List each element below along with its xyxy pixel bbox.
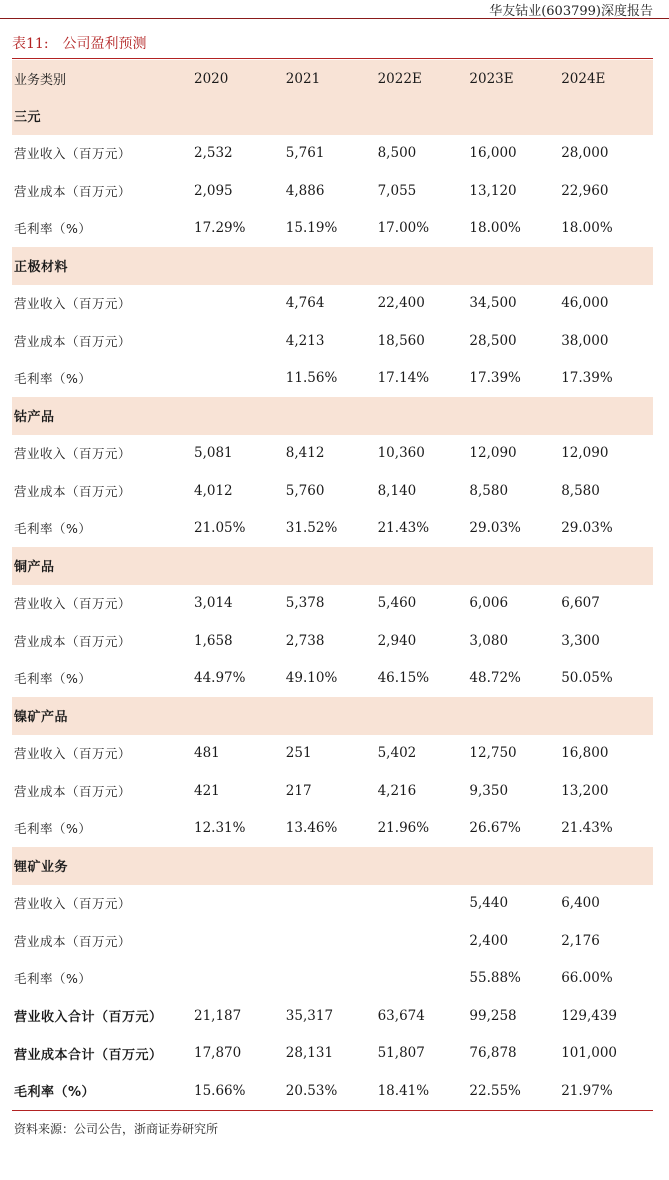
- empty-cell: [194, 397, 286, 435]
- table-row: [12, 585, 653, 623]
- empty-cell: [469, 247, 561, 285]
- value-cell: 5,081: [194, 445, 233, 462]
- value-cell: 17,870: [194, 1045, 242, 1062]
- empty-cell: [561, 247, 653, 285]
- value-cell: 2,532: [194, 145, 233, 162]
- table-row: [12, 960, 653, 998]
- header-divider: [0, 18, 669, 19]
- row-label: 营业收入合计（百万元）: [14, 1010, 163, 1026]
- value-cell: [194, 360, 286, 398]
- section-label: 正极材料: [12, 247, 194, 285]
- empty-cell: [561, 547, 653, 585]
- table-caption: [12, 33, 147, 53]
- value-cell: 11.56%: [285, 370, 338, 387]
- value-cell: 10,360: [377, 445, 425, 462]
- value-cell: 2,940: [377, 632, 417, 649]
- value-cell: 2,400: [469, 932, 509, 949]
- table-row: [12, 885, 653, 923]
- row-label: 营业成本合计（百万元）: [14, 1047, 163, 1063]
- value-cell: 4,886: [285, 182, 325, 199]
- section-label: 锂矿业务: [12, 847, 194, 885]
- value-cell: 21.43%: [561, 820, 613, 837]
- empty-cell: [378, 397, 470, 435]
- row-label: 营业成本（百万元）: [14, 633, 132, 649]
- table-body: [12, 97, 653, 1110]
- section-row: [12, 847, 653, 885]
- value-cell: 5,460: [377, 595, 417, 612]
- section-label: 三元: [12, 97, 194, 135]
- table-header-row: [12, 60, 653, 97]
- value-cell: 3,014: [194, 595, 233, 612]
- value-cell: 6,400: [561, 895, 600, 912]
- value-cell: 8,140: [377, 482, 417, 499]
- value-cell: [378, 885, 470, 923]
- row-label: 毛利率（%）: [14, 971, 92, 987]
- value-cell: 35,317: [285, 1007, 334, 1024]
- total-row: [12, 1072, 653, 1110]
- empty-cell: [561, 847, 653, 885]
- table-row: [12, 322, 653, 360]
- value-cell: 48.72%: [469, 670, 521, 687]
- table-row: [12, 435, 653, 473]
- value-cell: 2,095: [194, 182, 233, 199]
- table-bottom-divider: [12, 1110, 653, 1111]
- row-label: 营业收入（百万元）: [14, 746, 132, 762]
- value-cell: 17.14%: [377, 370, 430, 387]
- empty-cell: [378, 697, 470, 735]
- value-cell: 20.53%: [285, 1082, 338, 1099]
- empty-cell: [469, 547, 561, 585]
- row-label: 毛利率（%）: [14, 371, 92, 387]
- empty-cell: [469, 397, 561, 435]
- empty-cell: [378, 247, 470, 285]
- value-cell: 8,580: [561, 482, 600, 499]
- row-label: 营业收入（百万元）: [14, 296, 132, 312]
- empty-cell: [378, 97, 470, 135]
- value-cell: 17.00%: [377, 220, 430, 237]
- value-cell: 12,750: [469, 745, 517, 762]
- table-row: [12, 360, 653, 398]
- value-cell: 50.05%: [561, 670, 613, 687]
- column-header: 2024E: [561, 70, 606, 87]
- value-cell: [378, 922, 470, 960]
- value-cell: 9,350: [469, 782, 509, 799]
- value-cell: 46,000: [561, 295, 609, 312]
- value-cell: 21.96%: [377, 820, 430, 837]
- table-row: [12, 735, 653, 773]
- empty-cell: [561, 697, 653, 735]
- report-header-title: 华友钴业(603799)深度报告: [489, 4, 653, 19]
- value-cell: 28,131: [285, 1045, 334, 1062]
- row-label: 营业收入（百万元）: [14, 446, 132, 462]
- row-label: 营业收入（百万元）: [14, 146, 132, 162]
- table-title: 公司盈利预测: [62, 36, 147, 52]
- total-row: [12, 1035, 653, 1073]
- empty-cell: [194, 547, 286, 585]
- row-label: 营业收入（百万元）: [14, 596, 132, 612]
- value-cell: 1,658: [194, 632, 233, 649]
- value-cell: 8,412: [285, 445, 325, 462]
- value-cell: 3,080: [469, 632, 509, 649]
- table-row: [12, 772, 653, 810]
- value-cell: 17.39%: [561, 370, 613, 387]
- value-cell: 12.31%: [194, 820, 246, 837]
- value-cell: 13,200: [561, 782, 609, 799]
- value-cell: [286, 960, 378, 998]
- row-label: 毛利率（%）: [14, 521, 92, 537]
- value-cell: 28,000: [561, 145, 609, 162]
- empty-cell: [194, 847, 286, 885]
- empty-cell: [378, 847, 470, 885]
- value-cell: 46.15%: [377, 670, 430, 687]
- empty-cell: [286, 397, 378, 435]
- value-cell: 15.66%: [194, 1082, 246, 1099]
- value-cell: 4,764: [285, 295, 325, 312]
- empty-cell: [469, 847, 561, 885]
- row-label: 毛利率（%）: [14, 821, 92, 837]
- value-cell: 101,000: [561, 1045, 618, 1062]
- value-cell: 13,120: [469, 182, 517, 199]
- value-cell: 28,500: [469, 332, 517, 349]
- value-cell: [194, 285, 286, 323]
- value-cell: 2,738: [285, 632, 325, 649]
- empty-cell: [194, 97, 286, 135]
- empty-cell: [561, 97, 653, 135]
- empty-cell: [286, 847, 378, 885]
- value-cell: 66.00%: [561, 970, 613, 987]
- empty-cell: [194, 697, 286, 735]
- value-cell: 12,090: [561, 445, 609, 462]
- section-row: [12, 547, 653, 585]
- value-cell: 29.03%: [561, 520, 613, 537]
- value-cell: 18,560: [377, 332, 425, 349]
- row-label: 营业成本（百万元）: [14, 933, 132, 949]
- table-row: [12, 472, 653, 510]
- value-cell: 21,187: [194, 1007, 242, 1024]
- value-cell: 5,378: [285, 595, 325, 612]
- table-row: [12, 622, 653, 660]
- empty-cell: [469, 697, 561, 735]
- value-cell: 55.88%: [469, 970, 521, 987]
- column-header: 2022E: [377, 70, 422, 87]
- forecast-table: [12, 60, 653, 1110]
- value-cell: 217: [285, 782, 312, 799]
- column-header: 2021: [285, 70, 321, 87]
- value-cell: 421: [194, 782, 220, 799]
- row-label: 营业成本（百万元）: [14, 333, 132, 349]
- section-label: 钴产品: [12, 397, 194, 435]
- value-cell: 63,674: [377, 1007, 425, 1024]
- value-cell: [378, 960, 470, 998]
- value-cell: 99,258: [469, 1007, 517, 1024]
- column-header: 2020: [194, 70, 229, 87]
- value-cell: [194, 922, 286, 960]
- value-cell: [194, 885, 286, 923]
- section-row: [12, 247, 653, 285]
- table-row: [12, 135, 653, 173]
- section-label: 镍矿产品: [12, 697, 194, 735]
- section-row: [12, 97, 653, 135]
- value-cell: 76,878: [469, 1045, 517, 1062]
- value-cell: 5,760: [285, 482, 325, 499]
- value-cell: 5,440: [469, 895, 509, 912]
- empty-cell: [286, 547, 378, 585]
- empty-cell: [286, 97, 378, 135]
- value-cell: 5,761: [285, 145, 325, 162]
- table-row: [12, 510, 653, 548]
- row-label: 毛利率（%）: [14, 1085, 96, 1101]
- table-row: [12, 810, 653, 848]
- empty-cell: [561, 397, 653, 435]
- value-cell: 3,300: [561, 632, 600, 649]
- value-cell: 18.00%: [561, 220, 613, 237]
- value-cell: 13.46%: [285, 820, 338, 837]
- empty-cell: [286, 697, 378, 735]
- value-cell: 481: [194, 745, 220, 762]
- value-cell: 34,500: [469, 295, 517, 312]
- section-label: 铜产品: [12, 547, 194, 585]
- row-label: 毛利率（%）: [14, 221, 92, 237]
- value-cell: 2,176: [561, 932, 600, 949]
- value-cell: 18.00%: [469, 220, 521, 237]
- value-cell: 21.43%: [377, 520, 430, 537]
- empty-cell: [286, 247, 378, 285]
- section-row: [12, 397, 653, 435]
- value-cell: 21.05%: [194, 520, 246, 537]
- row-label: 毛利率（%）: [14, 671, 92, 687]
- value-cell: 8,580: [469, 482, 509, 499]
- value-cell: 5,402: [377, 745, 417, 762]
- value-cell: 21.97%: [561, 1082, 613, 1099]
- value-cell: 22,960: [561, 182, 609, 199]
- value-cell: 22,400: [377, 295, 425, 312]
- value-cell: 16,000: [469, 145, 517, 162]
- value-cell: 15.19%: [285, 220, 338, 237]
- value-cell: 4,216: [377, 782, 417, 799]
- total-row: [12, 997, 653, 1035]
- value-cell: 31.52%: [285, 520, 338, 537]
- table-number: 表11:: [12, 36, 49, 52]
- value-cell: 18.41%: [377, 1082, 430, 1099]
- value-cell: 251: [285, 745, 312, 762]
- value-cell: 12,090: [469, 445, 517, 462]
- value-cell: 6,607: [561, 595, 600, 612]
- table-row: [12, 660, 653, 698]
- value-cell: [194, 322, 286, 360]
- column-header: 业务类别: [14, 73, 67, 88]
- value-cell: 4,213: [285, 332, 325, 349]
- row-label: 营业收入（百万元）: [14, 896, 132, 912]
- value-cell: 26.67%: [469, 820, 521, 837]
- value-cell: 38,000: [561, 332, 609, 349]
- empty-cell: [194, 247, 286, 285]
- value-cell: [286, 922, 378, 960]
- table-row: [12, 922, 653, 960]
- value-cell: 129,439: [561, 1007, 618, 1024]
- value-cell: 22.55%: [469, 1082, 521, 1099]
- row-label: 营业成本（百万元）: [14, 483, 132, 499]
- table-row: [12, 210, 653, 248]
- empty-cell: [378, 547, 470, 585]
- value-cell: [194, 960, 286, 998]
- table-row: [12, 285, 653, 323]
- value-cell: 51,807: [377, 1045, 425, 1062]
- caption-divider: [12, 58, 653, 59]
- value-cell: 4,012: [194, 482, 233, 499]
- value-cell: 16,800: [561, 745, 609, 762]
- column-header: 2023E: [469, 70, 514, 87]
- value-cell: 44.97%: [194, 670, 246, 687]
- value-cell: 29.03%: [469, 520, 521, 537]
- row-label: 营业成本（百万元）: [14, 783, 132, 799]
- table-row: [12, 172, 653, 210]
- value-cell: 17.29%: [194, 220, 246, 237]
- value-cell: 6,006: [469, 595, 509, 612]
- value-cell: 8,500: [377, 145, 417, 162]
- value-cell: [286, 885, 378, 923]
- row-label: 营业成本（百万元）: [14, 183, 132, 199]
- source-note: 资料来源：公司公告，浙商证券研究所: [14, 1122, 219, 1136]
- value-cell: 49.10%: [285, 670, 338, 687]
- value-cell: 7,055: [377, 182, 417, 199]
- section-row: [12, 697, 653, 735]
- value-cell: 17.39%: [469, 370, 521, 387]
- empty-cell: [469, 97, 561, 135]
